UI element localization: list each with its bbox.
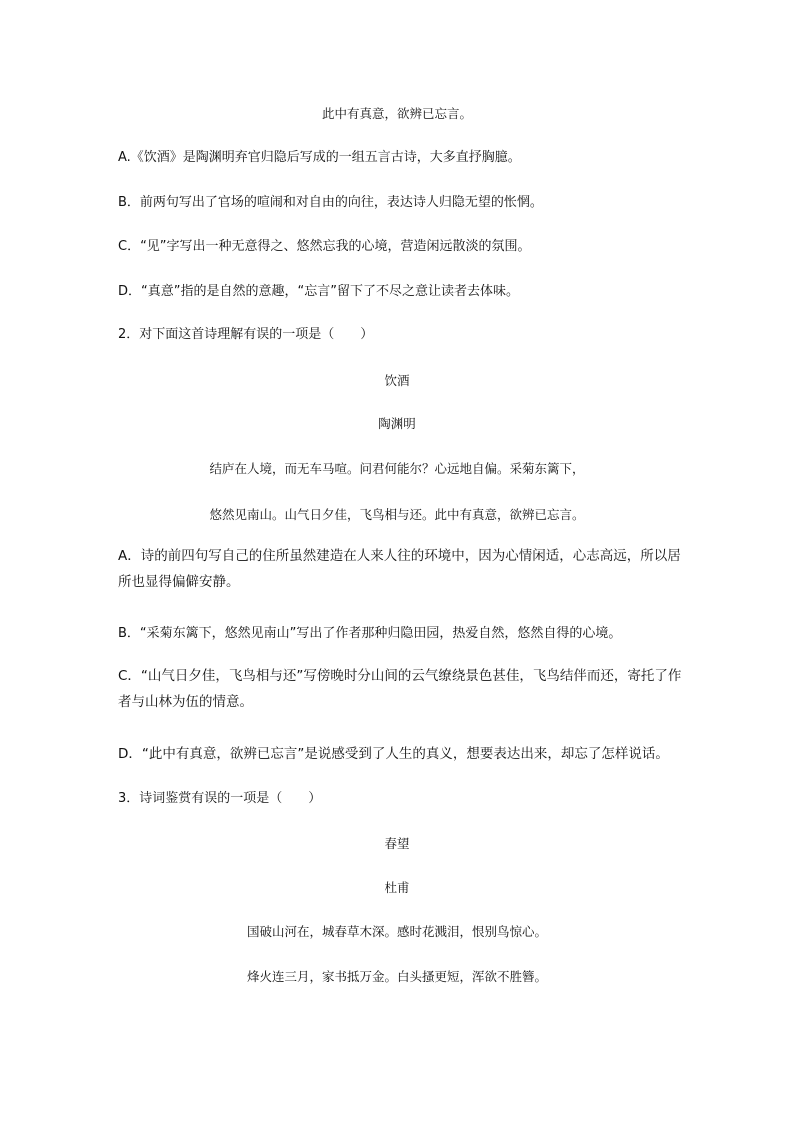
q1-option-a: A.《饮酒》是陶渊明弃官归隐后写成的一组五言古诗，大多直抒胸臆。 [118,150,521,165]
q2-stem: 2．对下面这首诗理解有误的一项是（ ） [118,327,374,342]
q2-option-b: B．“采菊东篱下，悠然见南山”写出了作者那种归隐田园，热爱自然，悠然自得的心境。 [118,626,622,641]
q1-option-b: B．前两句写出了官场的喧闹和对自由的向往，表达诗人归隐无望的怅惘。 [118,195,543,210]
q2-option-a: A．诗的前四句写自己的住所虽然建造在人来人往的环境中，因为心情闲适，心志高远，所以居所也显得偏僻安静。 [118,548,681,590]
q3-poem-line-2: 烽火连三月，家书抵万金。白头搔更短，浑欲不胜簪。 [246,969,547,984]
q2-poem-author: 陶渊明 [378,416,416,431]
q3-poem-line-1: 国破山河在，城春草木深。感时花溅泪，恨别鸟惊心。 [246,924,547,939]
q2-option-c: C．“山气日夕佳，飞鸟相与还”写傍晚时分山间的云气缭绕景色甚佳，飞鸟结伴而还，寄托了作者与山林为伍的情意。 [118,668,682,710]
q2-poem-title: 饮酒 [384,373,410,388]
q1-poem-last-line: 此中有真意，欲辨已忘言。 [321,106,472,121]
q3-poem-title: 春望 [384,836,410,851]
q2-option-d: D．“此中有真意，欲辨已忘言”是说感受到了人生的真义，想要表达出来，却忘了怎样说话。 [118,746,669,762]
q1-option-c: C．“见”字写出一种无意得之、悠然忘我的心境，营造闲远散淡的氛围。 [118,239,531,254]
q1-option-d: D．“真意”指的是自然的意趣，“忘言”留下了不尽之意让读者去体味。 [118,284,519,299]
q3-stem: 3．诗词鉴赏有误的一项是（ ） [118,791,322,806]
q2-poem-line-1: 结庐在人境，而无车马喧。问君何能尔？心远地自偏。采菊东篱下， [209,461,585,476]
q2-poem-line-2: 悠然见南山。山气日夕佳，飞鸟相与还。此中有真意，欲辨已忘言。 [209,507,585,522]
q3-poem-author: 杜甫 [384,880,410,895]
